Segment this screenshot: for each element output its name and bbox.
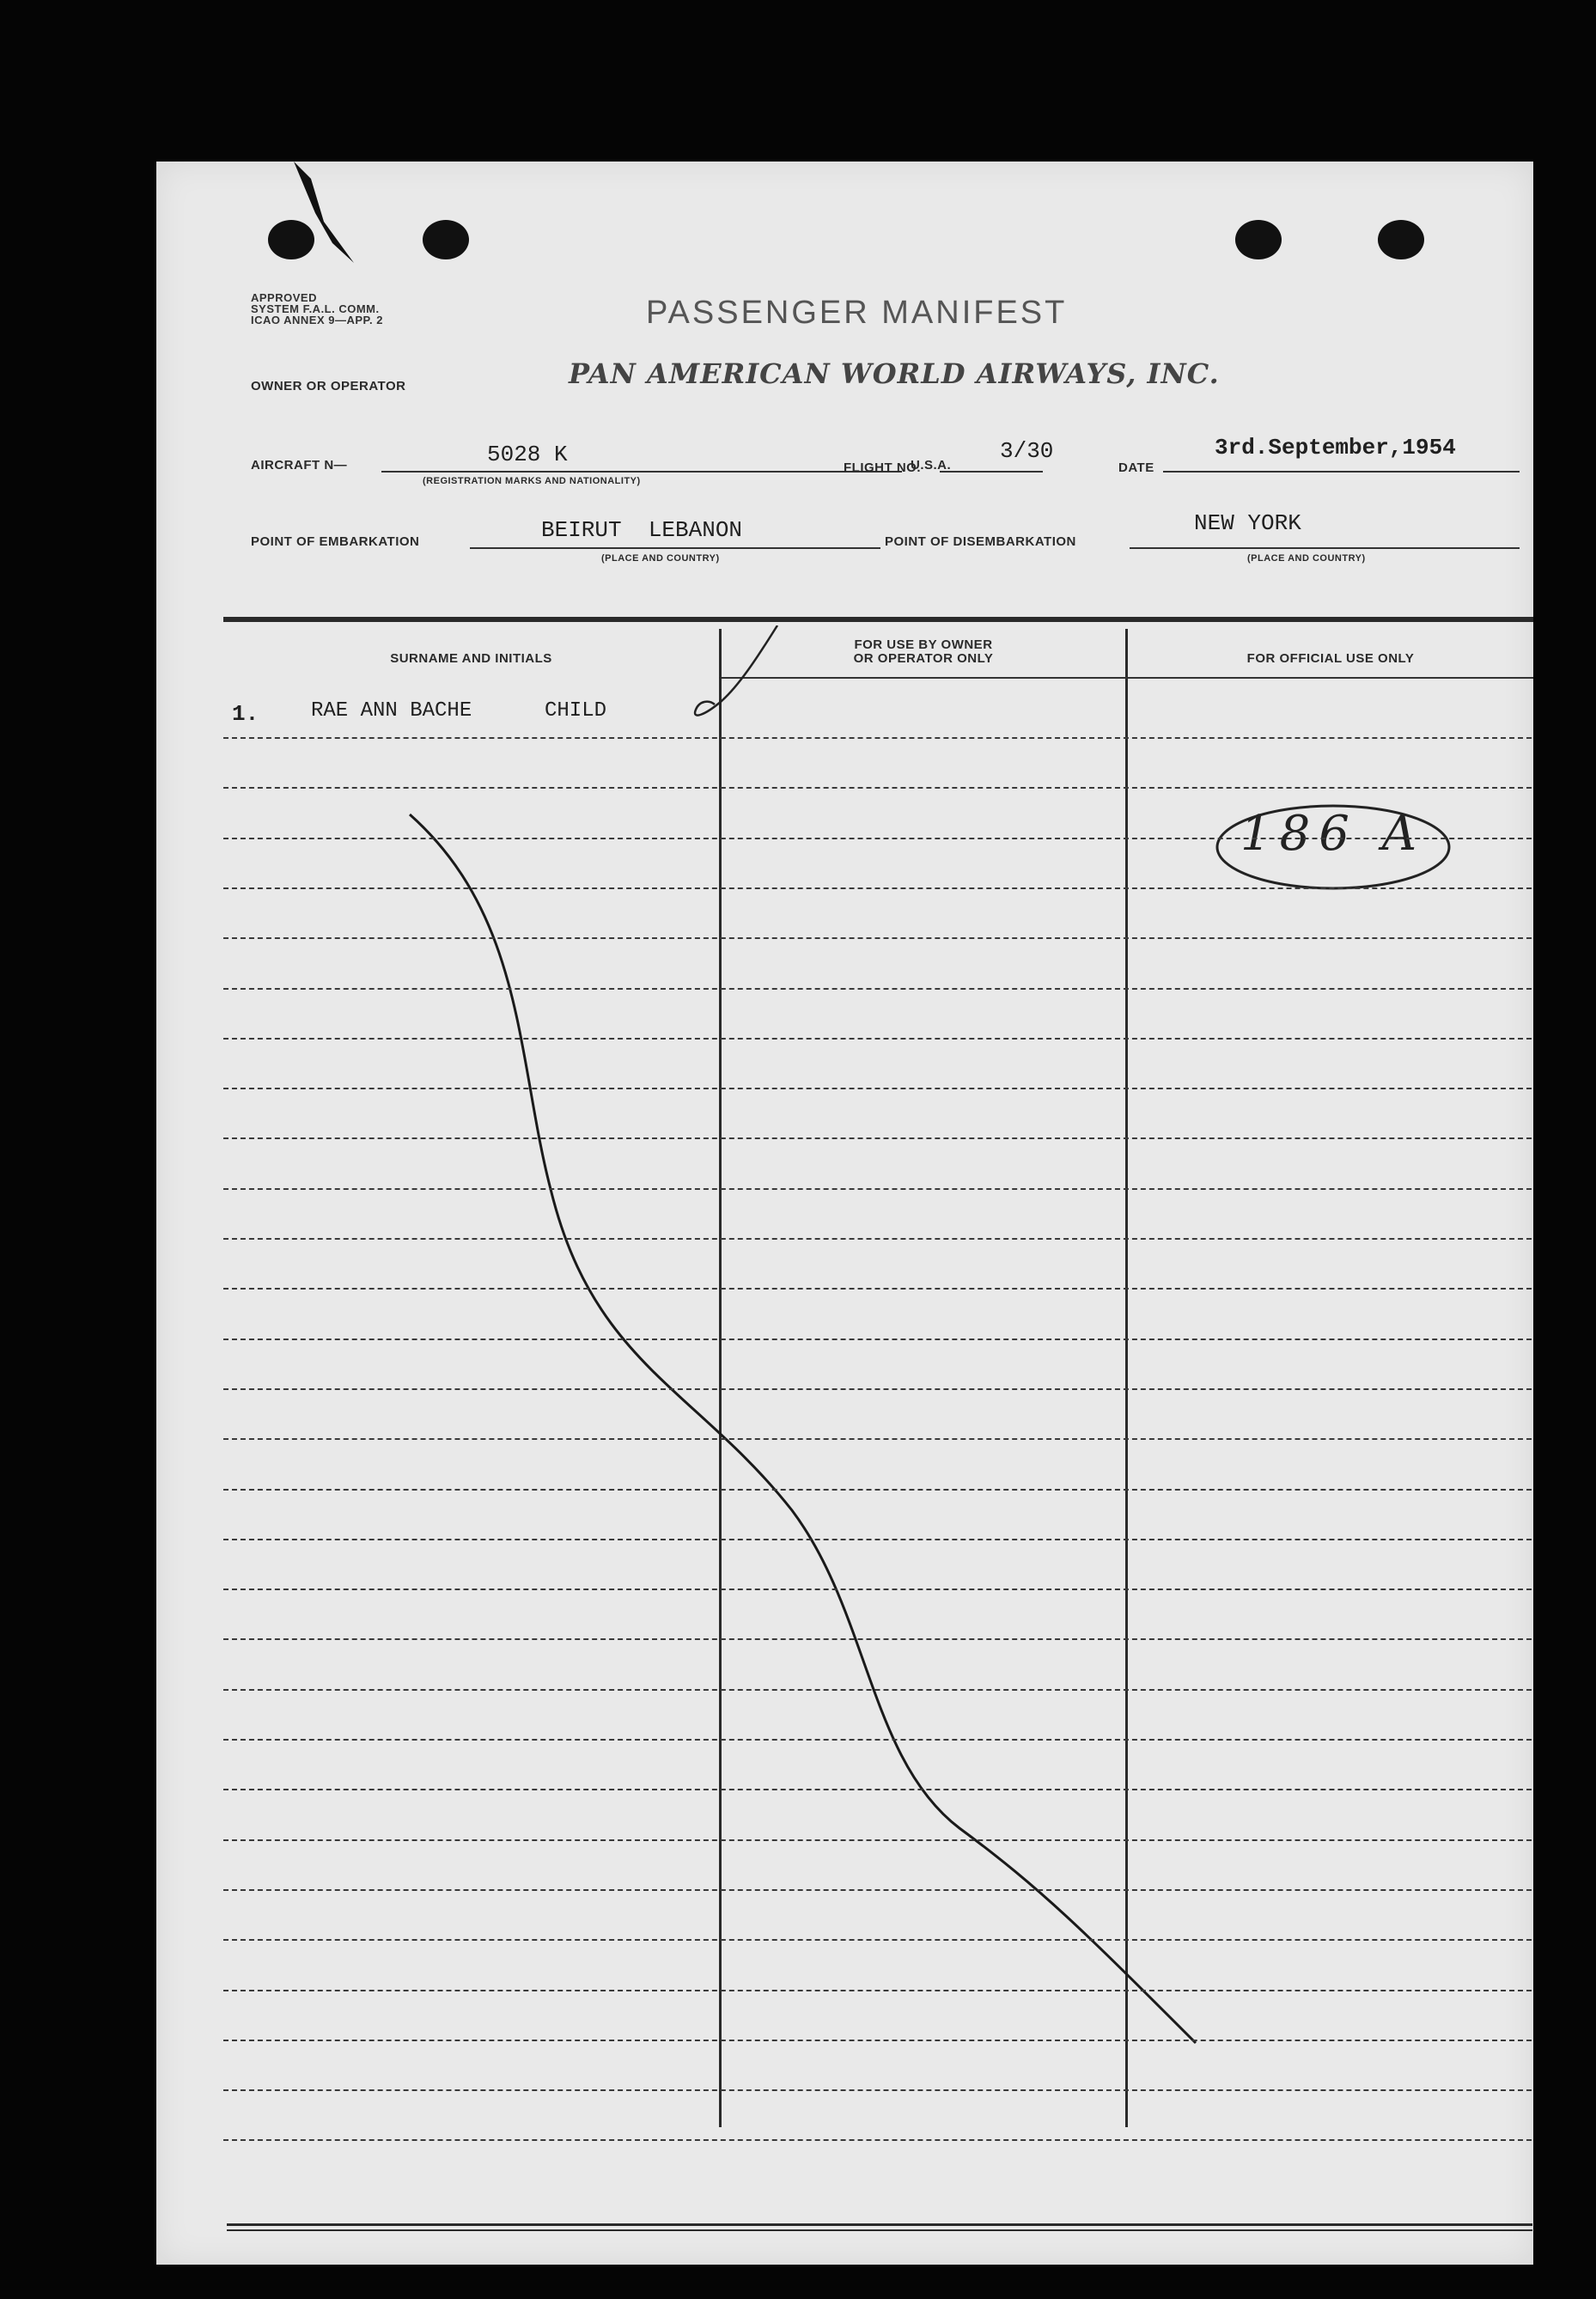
flight-value: 3/30: [1000, 438, 1054, 464]
stamp-text: 186 A: [1240, 806, 1426, 862]
owner-label: OWNER OR OPERATOR: [251, 379, 406, 393]
row-rule: [223, 737, 1532, 739]
row-rule: [223, 1339, 1532, 1340]
row-number: 1.: [232, 701, 259, 727]
row-rule: [223, 2089, 1532, 2091]
row-rule: [223, 1438, 1532, 1440]
airline-name: PAN AMERICAN WORLD AIRWAYS, INC.: [569, 357, 1220, 390]
embarkation-label: POINT OF EMBARKATION: [251, 534, 420, 549]
row-rule: [223, 1238, 1532, 1240]
row-rule: [223, 1088, 1532, 1089]
table-bottom-rule: [227, 2229, 1532, 2231]
usa-label: U.S.A.: [911, 458, 952, 473]
disembarkation-label: POINT OF DISEMBARKATION: [885, 534, 1076, 549]
col-header-owner: FOR USE BY OWNER OR OPERATOR ONLY: [853, 637, 994, 666]
cancellation-line: [156, 162, 1533, 2265]
form-title: PASSENGER MANIFEST: [646, 295, 1068, 331]
row-rule: [223, 1939, 1532, 1941]
row-rule: [223, 1188, 1532, 1190]
row-rule: [223, 1489, 1532, 1491]
passenger-note: CHILD: [545, 699, 607, 723]
row-rule: [223, 2040, 1532, 2041]
date-value: 3rd.September,1954: [1215, 435, 1456, 460]
embarkation-place-note: (PLACE AND COUNTRY): [601, 553, 720, 564]
row-rule: [223, 1789, 1532, 1790]
row-rule: [223, 1137, 1532, 1139]
embarkation-value: BEIRUT LEBANON: [541, 517, 743, 543]
row-rule: [223, 1990, 1532, 1991]
row-rule: [223, 1388, 1532, 1390]
row-rule: [223, 887, 1532, 889]
row-rule: [223, 787, 1532, 789]
aircraft-label: AIRCRAFT N—: [251, 458, 348, 473]
manifest-sheet: [156, 162, 1533, 2265]
col-header-surname: SURNAME AND INITIALS: [390, 651, 552, 666]
disembarkation-place-note: (PLACE AND COUNTRY): [1247, 553, 1366, 564]
row-rule: [223, 1288, 1532, 1290]
row-rule: [223, 1539, 1532, 1540]
row-rule: [223, 1038, 1532, 1040]
row-rule: [223, 1638, 1532, 1640]
passenger-name: RAE ANN BACHE: [311, 699, 472, 723]
approval-note: APPROVED SYSTEM F.A.L. COMM. ICAO ANNEX 9—APP. 2: [251, 291, 383, 326]
row-rule: [223, 1589, 1532, 1590]
table-bottom-rule: [227, 2223, 1532, 2226]
row-rule: [223, 838, 1532, 839]
col-header-official: FOR OFFICIAL USE ONLY: [1246, 651, 1415, 666]
row-rule: [223, 2139, 1532, 2141]
date-label: DATE: [1118, 460, 1154, 475]
row-rule: [223, 1739, 1532, 1741]
row-rule: [223, 1889, 1532, 1891]
row-rule: [223, 1689, 1532, 1691]
row-rule: [223, 1839, 1532, 1841]
aircraft-value: 5028 K: [487, 442, 568, 467]
flight-label: FLIGHT NO.: [844, 460, 921, 475]
disembarkation-value: NEW YORK: [1194, 510, 1301, 536]
row-rule: [223, 988, 1532, 990]
row-rule: [223, 937, 1532, 939]
registration-note: (REGISTRATION MARKS AND NATIONALITY): [423, 476, 641, 486]
